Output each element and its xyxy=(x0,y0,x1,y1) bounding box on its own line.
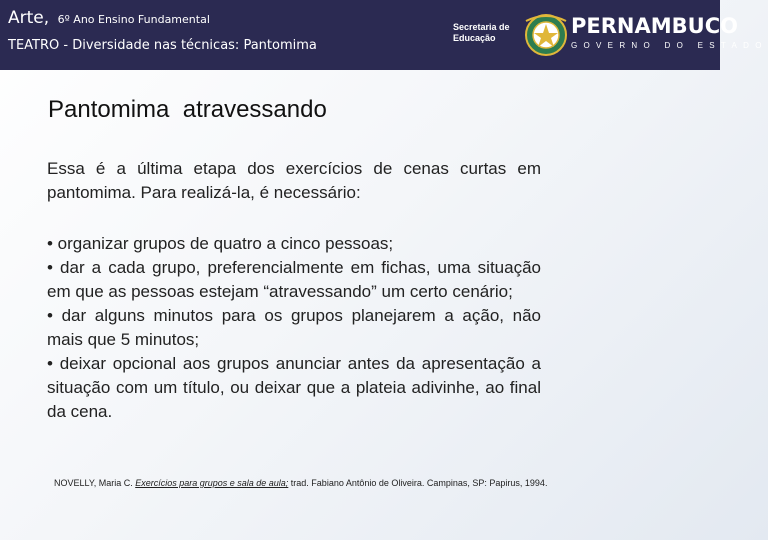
reference-details: trad. Fabiano Antônio de Oliveira. Campinas, SP: Papirus, 1994. xyxy=(288,478,548,488)
reference-citation xyxy=(54,478,547,488)
bullet-list xyxy=(47,232,541,424)
secretaria-line-2: Educação xyxy=(453,33,496,43)
list-item: • dar a cada grupo, preferencialmente em fichas, uma situação em que as pessoas estejam “atravessando” um certo cenário; xyxy=(47,258,541,301)
list-item: • deixar opcional aos grupos anunciar antes da apresentação a situação com um título, ou deixar que a plateia adivinhe, ao final da cena. xyxy=(47,354,541,421)
subject-label: Arte, xyxy=(8,8,50,28)
reference-author: NOVELLY, Maria C. xyxy=(54,478,136,488)
brand-name: PERNAMBUCO xyxy=(571,14,738,38)
slide-title: Pantomima atravessando xyxy=(48,96,327,123)
secretaria-line-1: Secretaria de xyxy=(453,22,510,32)
list-item: • organizar grupos de quatro a cinco pessoas; xyxy=(47,234,394,253)
brand-subtitle: GOVERNO DO ESTADO xyxy=(571,41,768,50)
subject-line xyxy=(8,8,210,28)
grade-label: 6º Ano Ensino Fundamental xyxy=(57,13,210,26)
topic-label: TEATRO - Diversidade nas técnicas: Pantomima xyxy=(8,38,317,53)
list-item: • dar alguns minutos para os grupos planejarem a ação, não mais que 5 minutos; xyxy=(47,306,541,349)
intro-paragraph: Essa é a última etapa dos exercícios de cenas curtas em pantomima. Para realizá-la, é necessário: xyxy=(47,159,541,202)
header-bar xyxy=(0,0,768,70)
reference-title: Exercícios para grupos e sala de aula; xyxy=(135,478,289,488)
state-seal-icon xyxy=(524,11,568,59)
pernambuco-logo xyxy=(571,14,768,50)
secretaria-label xyxy=(453,22,515,44)
